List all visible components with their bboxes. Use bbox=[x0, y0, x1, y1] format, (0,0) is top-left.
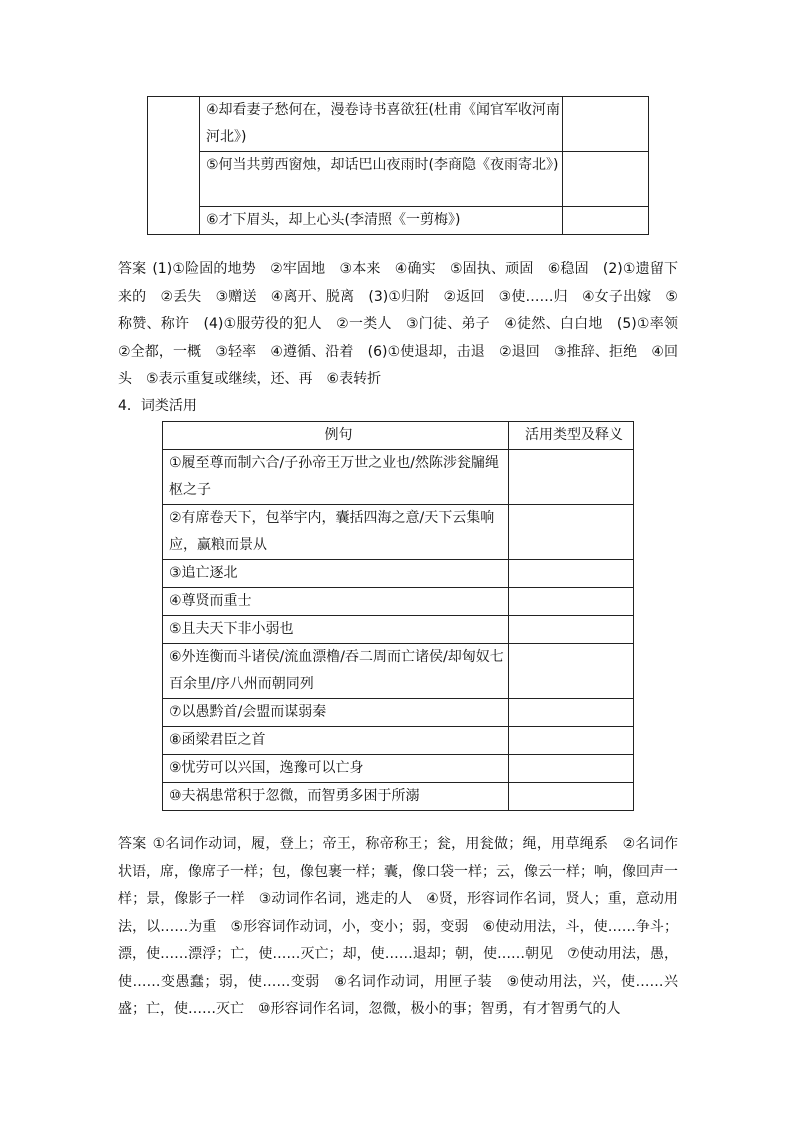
table-row bbox=[163, 450, 634, 505]
answer-cell bbox=[563, 97, 649, 152]
table-row bbox=[163, 727, 634, 755]
table-row bbox=[163, 755, 634, 783]
table-header-row bbox=[163, 422, 634, 450]
poem-examples-table bbox=[147, 96, 649, 235]
answer-cell bbox=[509, 755, 634, 783]
table-row bbox=[163, 783, 634, 811]
answer-cell bbox=[509, 699, 634, 727]
answer-cell bbox=[563, 152, 649, 207]
table-row bbox=[163, 699, 634, 727]
example-cell: ②有席卷天下，包举宇内，囊括四海之意/天下云集响应，赢粮而景从 bbox=[163, 505, 509, 560]
example-cell: ⑩夫祸患常积于忽微，而智勇多困于所溺 bbox=[163, 783, 509, 811]
table-row bbox=[163, 616, 634, 644]
answer-text: (1)①险固的地势 ②牢固地 ③本来 ④确实 ⑤固执、顽固 ⑥稳固 (2)①遗留下来的 ②丢失 ③赠送 ④离开、脱离 (3)①归附 ②返回 ③使……归 ④女子出嫁 ⑤称赞、称许 (4)①服劳役的犯人 ②一类人 ③门徒、弟子 ④徒然、白白地 (5)①率领 ②全都，一概 ③轻率 ④遵循、沿着 (6)①使退却，击退 ②退回 ③推辞、拒绝 ④回头 ⑤表示重复或继续，还、再 ⑥表转折 bbox=[118, 261, 692, 387]
example-cell: ④却看妻子愁何在，漫卷诗书喜欲狂(杜甫《闻官军收河南河北》) bbox=[200, 97, 563, 152]
column-header-example: 例句 bbox=[163, 422, 509, 450]
table-row bbox=[163, 560, 634, 588]
answer-block-1 bbox=[118, 256, 692, 394]
answer-cell bbox=[509, 560, 634, 588]
table-row bbox=[148, 97, 649, 152]
answer-label: 答案 bbox=[118, 261, 147, 277]
example-cell: ①履至尊而制六合/子孙帝王万世之业也/然陈涉瓮牖绳枢之子 bbox=[163, 450, 509, 505]
table-row bbox=[163, 588, 634, 616]
table-row bbox=[148, 207, 649, 235]
answer-cell bbox=[563, 207, 649, 235]
example-cell: ⑧函梁君臣之首 bbox=[163, 727, 509, 755]
table-row bbox=[163, 644, 634, 699]
answer-text: ①名词作动词，履，登上；帝王，称帝称王；瓮，用瓮做；绳，用草绳系 ②名词作状语，席，像席子一样；包，像包裹一样；囊，像口袋一样；云，像云一样；响，像回声一样；景，像影子一样 ③动词作名词，逃走的人 ④贤，形容词作名词，贤人；重，意动用法，以……为重 ⑤形容词作动词，小，变小；弱，变弱 ⑥使动用法，斗，使……争斗；漂，使……漂浮；亡，使……灭亡；却，使……退却；朝，使……朝见 ⑦使动用法，愚，使……变愚蠢；弱，使……变弱 ⑧名词作动词，用匣子装 ⑨使动用法，兴，使……兴盛；亡，使……灭亡 ⑩形容词作名词，忽微，极小的事；智勇，有才智勇气的人 bbox=[118, 836, 678, 1017]
answer-cell bbox=[509, 616, 634, 644]
answer-cell bbox=[509, 450, 634, 505]
example-cell: ⑤且夫天下非小弱也 bbox=[163, 616, 509, 644]
column-header-type: 活用类型及释义 bbox=[509, 422, 634, 450]
example-cell: ⑤何当共剪西窗烛，却话巴山夜雨时(李商隐《夜雨寄北》) bbox=[200, 152, 563, 207]
table-row bbox=[148, 152, 649, 207]
example-cell: ⑥才下眉头，却上心头(李清照《一剪梅》) bbox=[200, 207, 563, 235]
word-usage-table bbox=[162, 421, 634, 811]
example-cell: ③追亡逐北 bbox=[163, 560, 509, 588]
example-cell: ④尊贤而重士 bbox=[163, 588, 509, 616]
answer-label: 答案 bbox=[118, 836, 147, 852]
answer-cell bbox=[509, 588, 634, 616]
merged-left-cell bbox=[148, 97, 200, 235]
example-cell: ⑨忧劳可以兴国，逸豫可以亡身 bbox=[163, 755, 509, 783]
example-cell: ⑥外连衡而斗诸侯/流血漂橹/吞二周而亡诸侯/却匈奴七百余里/序八州而朝同列 bbox=[163, 644, 509, 699]
table-row bbox=[163, 505, 634, 560]
answer-cell bbox=[509, 783, 634, 811]
answer-cell bbox=[509, 727, 634, 755]
answer-cell bbox=[509, 644, 634, 699]
answer-block-2 bbox=[118, 831, 678, 1024]
section-heading: 4．词类活用 bbox=[118, 398, 197, 414]
answer-cell bbox=[509, 505, 634, 560]
example-cell: ⑦以愚黔首/会盟而谋弱秦 bbox=[163, 699, 509, 727]
